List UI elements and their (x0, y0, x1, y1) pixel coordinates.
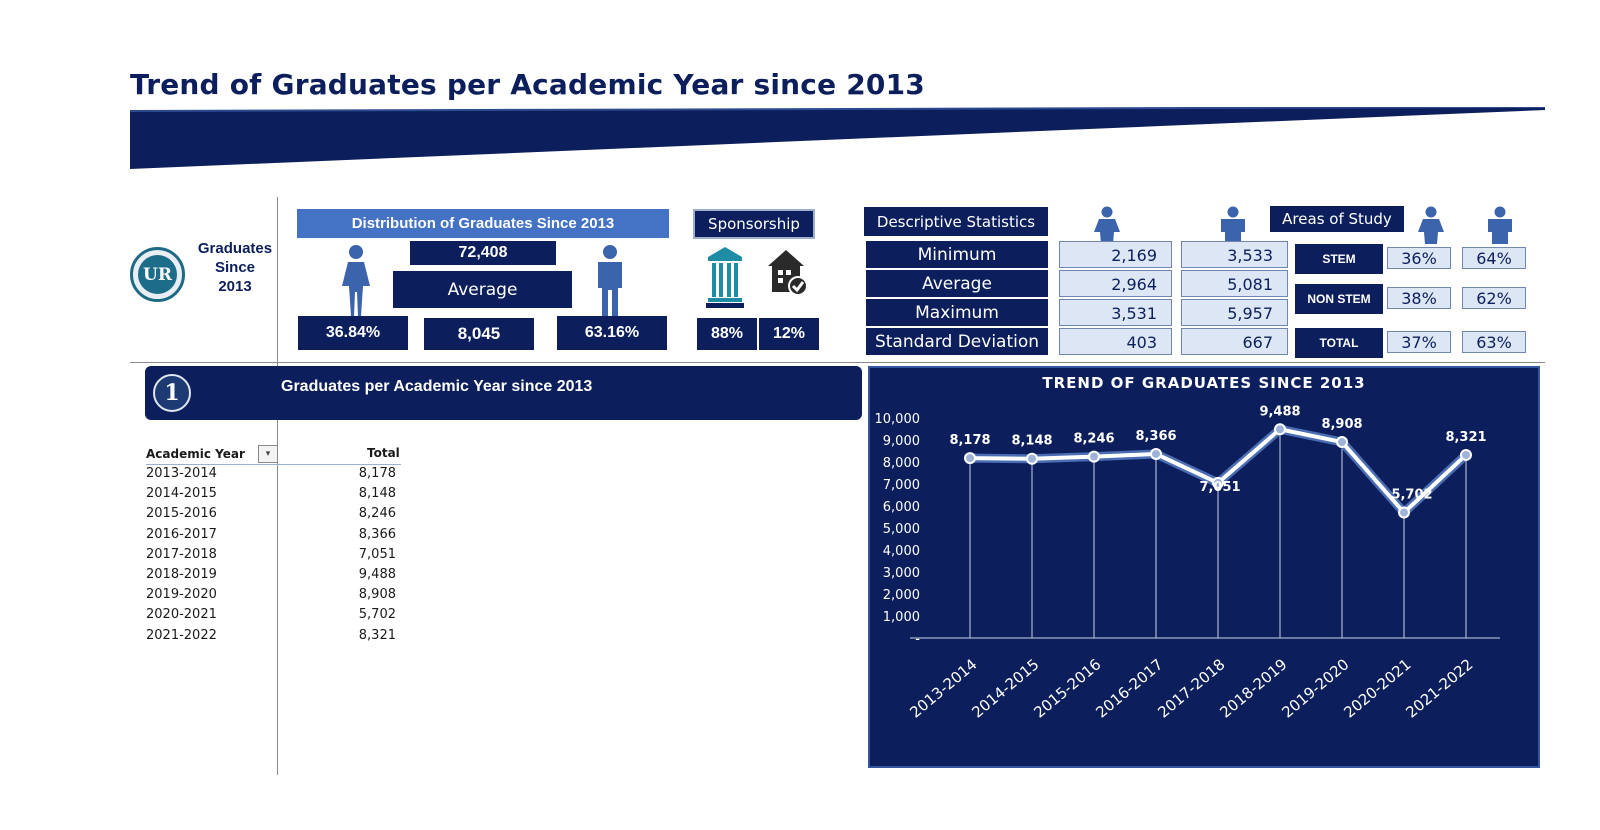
areas-female-icon (1413, 206, 1449, 244)
data-point (1399, 508, 1409, 518)
data-point (1151, 449, 1161, 459)
y-tick-label: 5,000 (882, 522, 920, 537)
sponsorship-private-percent: 12% (759, 318, 819, 350)
data-point (965, 453, 975, 463)
table-row (146, 587, 396, 607)
data-label: 7,051 (1199, 479, 1241, 495)
table-row (146, 547, 396, 567)
table-header-total: Total (367, 446, 400, 460)
table-cell-year: 2014-2015 (146, 486, 217, 502)
data-point (1089, 452, 1099, 462)
graduates-since-label: Graduates Since 2013 (197, 240, 273, 295)
table-cell-total: 8,908 (358, 587, 396, 603)
stat-male-value: 3,533 (1181, 241, 1288, 268)
section-title: Graduates per Academic Year since 2013 (281, 378, 593, 395)
data-point (1461, 450, 1471, 460)
x-tick-label: 2013-2014 (906, 655, 981, 722)
female-percent: 36.84% (298, 316, 408, 350)
areas-of-study-heading: Areas of Study (1270, 206, 1404, 232)
table-cell-year: 2019-2020 (146, 587, 217, 603)
data-label: 8,178 (949, 433, 991, 449)
x-tick-label: 2014-2015 (968, 655, 1043, 722)
x-tick-label: 2017-2018 (1154, 655, 1229, 722)
chart-title: TREND OF GRADUATES SINCE 2013 (1042, 374, 1366, 392)
x-tick-label: 2019-2020 (1278, 655, 1353, 722)
trend-chart-panel (868, 366, 1540, 768)
stat-female-value: 3,531 (1059, 299, 1172, 326)
sponsorship-heading: Sponsorship (693, 209, 815, 239)
y-tick-label: 4,000 (882, 544, 920, 559)
table-cell-total: 8,246 (358, 506, 396, 522)
data-label: 8,246 (1073, 431, 1115, 447)
table-cell-year: 2013-2014 (146, 466, 217, 481)
y-tick-label: 8,000 (882, 456, 920, 471)
table-row (146, 466, 396, 486)
y-tick-label: 10,000 (874, 412, 920, 427)
y-tick-label: 1,000 (882, 610, 920, 625)
area-female-percent: 37% (1387, 331, 1451, 353)
table-cell-total: 5,702 (358, 607, 396, 623)
y-tick-label: 9,000 (882, 434, 920, 449)
female-icon (335, 244, 377, 316)
x-tick-label: 2015-2016 (1030, 655, 1105, 722)
data-label: 8,148 (1011, 433, 1053, 449)
y-tick-label: 6,000 (882, 500, 920, 515)
table-header-rule (146, 464, 401, 465)
y-tick-label: - (915, 632, 920, 647)
table-cell-total: 9,488 (358, 567, 396, 582)
table-cell-year: 2015-2016 (146, 506, 217, 522)
table-header-year: Academic Year (146, 447, 245, 461)
area-label: TOTAL (1295, 328, 1383, 358)
table-row (146, 527, 396, 547)
x-tick-label: 2020-2021 (1340, 655, 1415, 722)
data-label: 8,366 (1135, 428, 1177, 444)
stat-male-value: 5,081 (1181, 270, 1288, 297)
stat-label: Maximum (866, 299, 1048, 326)
data-point (1275, 424, 1285, 434)
area-label: STEM (1295, 244, 1383, 274)
stat-female-value: 2,169 (1059, 241, 1172, 268)
stats-male-icon (1215, 206, 1251, 244)
descriptive-stats-heading: Descriptive Statistics (864, 207, 1048, 236)
data-label: 9,488 (1259, 404, 1301, 420)
title-banner (130, 107, 1545, 169)
table-row (146, 628, 396, 648)
filter-dropdown-button[interactable]: ▾ (258, 445, 278, 463)
data-label: 5,702 (1391, 487, 1433, 503)
area-label: NON STEM (1295, 284, 1383, 314)
stat-label: Average (866, 270, 1048, 297)
private-house-check-icon (768, 248, 808, 298)
page-title: Trend of Graduates per Academic Year since 2013 (130, 68, 925, 101)
data-point (1337, 437, 1347, 447)
y-tick-label: 3,000 (882, 566, 920, 581)
stats-female-icon (1089, 206, 1125, 244)
horizontal-divider (130, 362, 1545, 363)
table-cell-year: 2017-2018 (146, 546, 217, 562)
average-value: 8,045 (424, 318, 534, 350)
logo-mark: UR (138, 255, 177, 294)
table-cell-total: 8,321 (358, 627, 396, 643)
x-tick-label: 2018-2019 (1216, 655, 1291, 722)
table-cell-year: 2021-2022 (146, 627, 217, 643)
table-row (146, 486, 396, 506)
table-cell-total: 8,178 (358, 466, 396, 481)
average-label: Average (393, 271, 572, 308)
stat-female-value: 403 (1059, 328, 1172, 355)
table-cell-year: 2016-2017 (146, 526, 217, 542)
area-male-percent: 64% (1462, 247, 1526, 269)
public-institution-icon (706, 245, 744, 309)
male-percent: 63.16% (557, 316, 667, 350)
sponsorship-public-percent: 88% (697, 318, 757, 350)
table-cell-year: 2020-2021 (146, 607, 217, 623)
distribution-heading: Distribution of Graduates Since 2013 (297, 209, 669, 238)
table-cell-total: 8,148 (358, 486, 396, 502)
trend-chart (870, 368, 1538, 766)
table-cell-total: 8,366 (358, 526, 396, 542)
data-point (1027, 454, 1037, 464)
university-logo (130, 247, 185, 302)
area-male-percent: 63% (1462, 331, 1526, 353)
table-cell-year: 2018-2019 (146, 567, 217, 582)
areas-male-icon (1482, 206, 1518, 244)
x-tick-label: 2021-2022 (1402, 655, 1477, 722)
male-icon (591, 244, 629, 316)
stat-female-value: 2,964 (1059, 270, 1172, 297)
stat-label: Minimum (866, 241, 1048, 268)
y-tick-label: 7,000 (882, 478, 920, 493)
section-number-badge: 1 (153, 374, 191, 412)
section-header (145, 366, 862, 420)
x-tick-label: 2016-2017 (1092, 655, 1167, 722)
y-tick-label: 2,000 (882, 588, 920, 603)
data-label: 8,908 (1321, 417, 1363, 433)
data-label: 8,321 (1445, 429, 1487, 445)
table-row (146, 567, 396, 587)
area-female-percent: 38% (1387, 287, 1451, 309)
area-male-percent: 62% (1462, 287, 1526, 309)
stat-male-value: 5,957 (1181, 299, 1288, 326)
table-row (146, 506, 396, 526)
table-cell-total: 7,051 (358, 546, 396, 562)
table-row (146, 607, 396, 627)
stat-label: Standard Deviation (866, 328, 1048, 355)
stat-male-value: 667 (1181, 328, 1288, 355)
area-female-percent: 36% (1387, 247, 1451, 269)
distribution-total: 72,408 (410, 241, 556, 265)
